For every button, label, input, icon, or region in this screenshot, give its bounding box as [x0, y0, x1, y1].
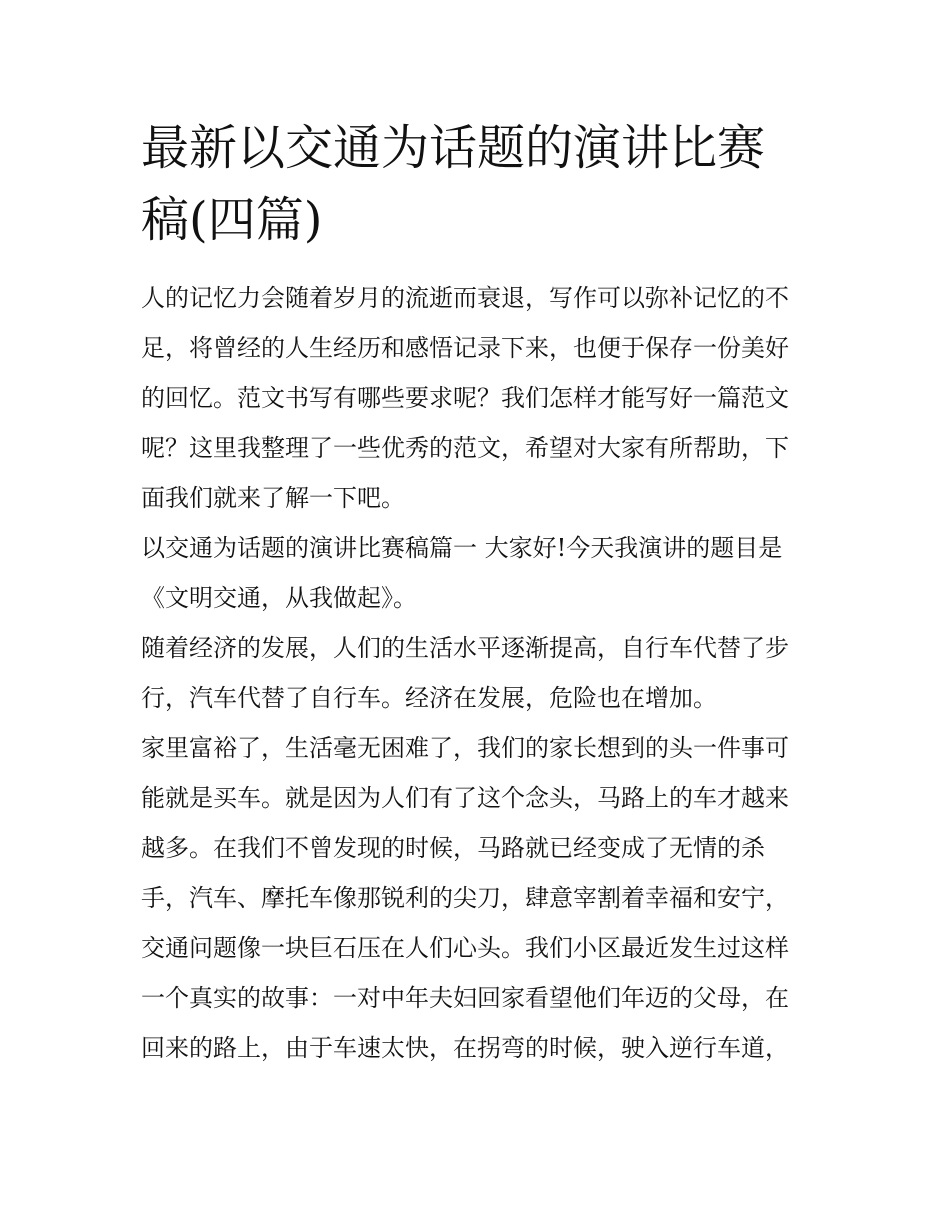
speech-opening-paragraph — [141, 523, 813, 623]
text-line: 以交通为话题的演讲比赛稿篇一 大家好!今天我演讲的题目是 — [141, 534, 783, 562]
text-line: 能就是买车。就是因为人们有了这个念头，马路上的车才越来 — [141, 784, 789, 812]
text-line: 面我们就来了解一下吧。 — [141, 484, 405, 512]
text-line: 的回忆。范文书写有哪些要求呢？我们怎样才能写好一篇范文 — [141, 384, 789, 412]
text-line: 《文明交通，从我做起》。 — [141, 584, 417, 612]
text-line: 随着经济的发展，人们的生活水平逐渐提高，自行车代替了步 — [141, 634, 789, 662]
text-line: 手，汽车、摩托车像那锐利的尖刀，肆意宰割着幸福和安宁， — [141, 884, 789, 912]
text-line: 人的记忆力会随着岁月的流逝而衰退，写作可以弥补记忆的不 — [141, 284, 789, 312]
intro-paragraph — [141, 273, 813, 523]
document-body — [141, 112, 813, 1073]
text-line: 家里富裕了，生活毫无困难了，我们的家长想到的头一件事可 — [141, 734, 789, 762]
text-line: 一个真实的故事：一对中年夫妇回家看望他们年迈的父母，在 — [141, 984, 789, 1012]
text-line: 呢？这里我整理了一些优秀的范文，希望对大家有所帮助，下 — [141, 434, 789, 462]
title-line: 稿(四篇) — [141, 192, 323, 248]
text-line: 越多。在我们不曾发现的时候，马路就已经变成了无情的杀 — [141, 834, 765, 862]
body-paragraph — [141, 723, 813, 1073]
text-line: 行，汽车代替了自行车。经济在发展，危险也在增加。 — [141, 684, 717, 712]
text-line: 回来的路上，由于车速太快，在拐弯的时候，驶入逆行车道， — [141, 1034, 789, 1062]
title-line: 最新以交通为话题的演讲比赛 — [141, 120, 766, 176]
body-paragraph — [141, 623, 813, 723]
document-title — [141, 112, 813, 256]
text-line: 足，将曾经的人生经历和感悟记录下来，也便于保存一份美好 — [141, 334, 789, 362]
text-line: 交通问题像一块巨石压在人们心头。我们小区最近发生过这样 — [141, 934, 789, 962]
